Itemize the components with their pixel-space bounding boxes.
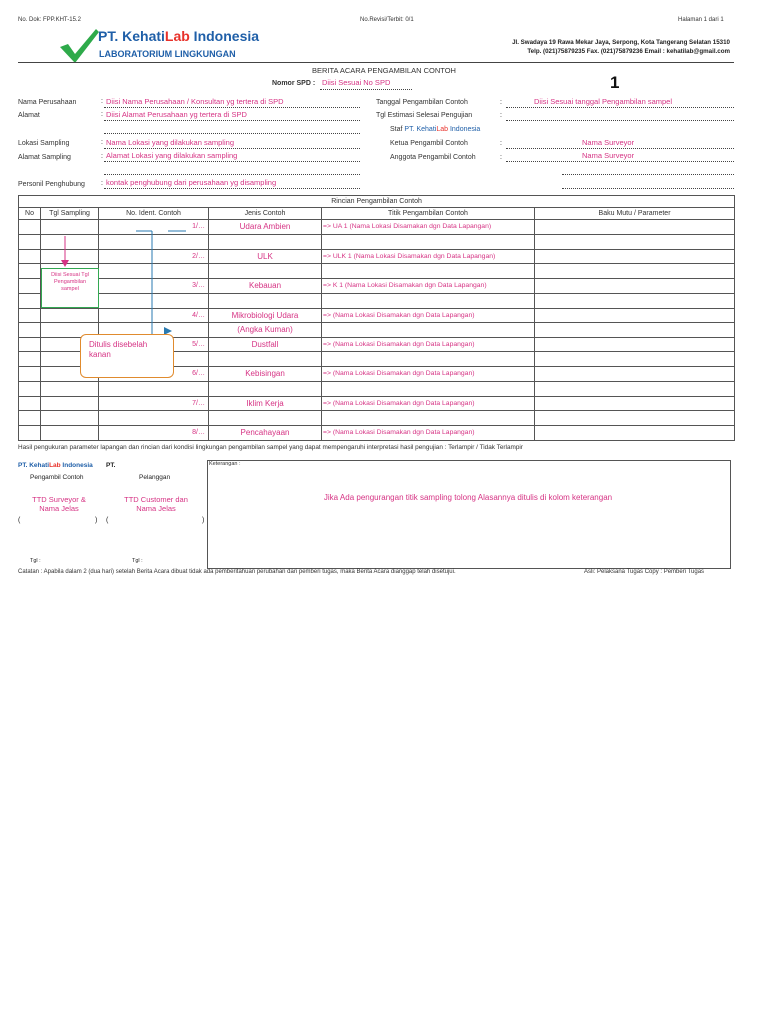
colon: : [101,139,103,146]
field-line [506,107,734,108]
field-line [104,107,360,108]
table-row [19,220,735,235]
col-header-titik: Titik Pengambilan Contoh [322,208,535,220]
table-row [19,396,735,411]
value-ketua-pengambil[interactable]: Nama Surveyor [582,138,635,147]
colon: : [500,112,502,119]
company-subtitle: LABORATORIUM LINGKUNGAN [99,49,236,59]
label-lokasi-sampling: Lokasi Sampling [18,140,70,147]
field-line [104,148,360,149]
titik-cell[interactable]: => UA 1 (Nama Lokasi Disamakan dgn Data Lapangan) [322,220,535,235]
footer-pt-label: PT. [106,462,116,469]
nomor-spd-label: Nomor SPD : [272,80,316,87]
field-line [506,120,734,121]
keterangan-box[interactable] [207,460,731,569]
colon: : [500,154,502,161]
jenis-cell[interactable]: ULK [209,249,322,264]
doc-number: No. Dok: FPP.KHT-15.2 [18,17,81,23]
field-line [506,161,734,162]
label-anggota-pengambil: Anggota Pengambil Contoh [390,154,476,161]
label-estimasi-selesai: Tgl Estimasi Selesai Pengujian [376,112,473,119]
table-title: Rincian Pengambilan Contoh [19,196,735,208]
ttd-customer[interactable]: TTD Customer dan Nama Jelas [124,495,188,513]
table-row [19,308,735,323]
staf-label: Staf PT. KehatiLab Indonesia [390,126,481,133]
table-row [19,426,735,441]
company-name: PT. KehatiLab Indonesia [98,28,260,44]
nomor-spd-line [320,89,412,90]
jenis-cell[interactable]: Iklim Kerja [209,396,322,411]
colon: : [101,153,103,160]
label-nama-perusahaan: Nama Perusahaan [18,99,77,106]
label-tanggal-pengambilan: Tanggal Pengambilan Contoh [376,99,468,106]
value-nama-perusahaan[interactable]: Diisi Nama Perusahaan / Konsultan yg tertera di SPD [106,97,284,106]
keterangan-label: Keterangan : [209,461,241,467]
col-header-tgl: Tgl Sampling [41,208,99,220]
ident-cell[interactable]: 8/… [99,426,209,441]
field-line [562,174,734,175]
ident-cell[interactable]: 1/… [99,220,209,235]
titik-cell[interactable]: => (Nama Lokasi Disamakan dgn Data Lapangan) [322,337,535,352]
ident-cell[interactable]: 5/… [99,337,209,352]
ident-cell[interactable]: 4/… [99,308,209,323]
value-alamat[interactable]: Diisi Alamat Perusahaan yg tertera di SPD [106,110,247,119]
paren-open: ( [106,517,109,524]
colon: : [101,111,103,118]
form-title: BERITA ACARA PENGAMBILAN CONTOH [312,66,456,75]
field-line [104,188,360,189]
label-personil-penghubung: Personil Penghubung [18,181,85,188]
company-address: Jl. Swadaya 19 Rawa Mekar Jaya, Serpong, Kota Tangerang Selatan 15310 Telp. (021)75879235 Fax. (021)75879236 Email : kehatilab@gmail.com [512,39,730,55]
col-header-jenis: Jenis Contoh [209,208,322,220]
nomor-spd-value[interactable]: Diisi Sesuai No SPD [322,78,391,87]
hasil-pengukuran-text: Hasil pengukuran parameter lapangan dan rincian dari kondisi lingkungan pengambilan sampel yang dapat mempengaruhi interpretasi hasil pengujian : Terlampir / Tidak Terlampir [18,444,523,451]
revision-number: No.Revisi/Terbit: 0/1 [360,17,414,23]
ident-cell[interactable]: 2/… [99,249,209,264]
tgl-note-box: Diisi Sesuai Tgl Pengambilan sampel [41,268,99,308]
callout-box: Ditulis disebelah kanan [80,334,174,378]
colon: : [101,180,103,187]
value-lokasi-sampling[interactable]: Nama Lokasi yang dilakukan sampling [106,138,234,147]
connector-arrow-icon [136,227,190,337]
paren-close: ) [202,517,205,524]
ttd-surveyor[interactable]: TTD Surveyor & Nama Jelas [32,495,86,513]
titik-cell[interactable]: => (Nama Lokasi Disamakan dgn Data Lapangan) [322,396,535,411]
checkmark-logo-icon [58,27,100,65]
value-alamat-sampling[interactable]: Alamat Lokasi yang dilakukan sampling [106,151,238,160]
pelanggan-label: Pelanggan [139,474,171,481]
field-line [104,174,360,175]
titik-cell[interactable]: => (Nama Lokasi Disamakan dgn Data Lapangan) [322,367,535,382]
tgl-pelanggan: Tgl : [132,558,143,564]
arrow-down-icon [60,236,70,268]
catatan-text: Catatan : Apabila dalam 2 (dua hari) setelah Berita Acara dibuat tidak ada pemberitahuan perubahan dari pemberi tugas, maka Berita Acara dianggap telah disetujui. [18,569,456,575]
field-line [104,120,360,121]
form-number: 1 [610,73,620,92]
colon: : [101,98,103,105]
value-personil-penghubung[interactable]: kontak penghubung dari perusahaan yg disampling [106,178,277,187]
ident-cell[interactable]: 7/… [99,396,209,411]
table-row [19,234,735,249]
colon: : [500,140,502,147]
keterangan-value[interactable]: Jika Ada pengurangan titik sampling tolong Alasannya ditulis di kolom keterangan [323,493,613,502]
titik-cell[interactable]: => (Nama Lokasi Disamakan dgn Data Lapangan) [322,426,535,441]
rincian-table [18,195,735,441]
tgl-pengambil: Tgl : [30,558,41,564]
jenis-cell[interactable]: Kebisingan [209,367,322,382]
jenis-cell[interactable]: Kebauan [209,279,322,294]
paren-open: ( [18,517,21,524]
table-row [19,249,735,264]
label-ketua-pengambil: Ketua Pengambil Contoh [390,140,468,147]
jenis-cell[interactable]: Pencahayaan [209,426,322,441]
value-anggota-pengambil[interactable]: Nama Surveyor [582,151,635,160]
label-alamat-sampling: Alamat Sampling [18,154,71,161]
titik-cell[interactable]: => K 1 (Nama Lokasi Disamakan dgn Data Lapangan) [322,279,535,294]
jenis-cell[interactable]: Mikrobiologi Udara [209,308,322,323]
colon: : [500,99,502,106]
field-line [562,188,734,189]
table-row [19,411,735,426]
label-alamat: Alamat [18,112,40,119]
jenis-cell-sub[interactable]: (Angka Kuman) [209,323,322,338]
field-line [104,161,360,162]
distribution-note: Asli: Pelaksana Tugas Copy : Pemberi Tugas [584,569,705,575]
value-tanggal-pengambilan[interactable]: Diisi Sesuai tanggal Pengambilan sampel [534,97,672,106]
table-row [19,381,735,396]
ident-cell[interactable]: 6/… [99,367,209,382]
field-line [506,148,734,149]
footer-company: PT. KehatiLab Indonesia [18,462,93,469]
pengambil-contoh-label: Pengambil Contoh [30,474,84,481]
table-row [19,279,735,294]
jenis-cell[interactable]: Udara Ambien [209,220,322,235]
table-row [19,293,735,308]
col-header-baku-mutu: Baku Mutu / Parameter [535,208,735,220]
page-number: Halaman 1 dari 1 [678,17,724,23]
col-header-no: No [19,208,41,220]
table-row [19,264,735,279]
paren-close: ) [95,517,98,524]
ident-cell[interactable]: 3/… [99,279,209,294]
titik-cell[interactable]: => (Nama Lokasi Disamakan dgn Data Lapangan) [322,308,535,323]
jenis-cell[interactable]: Dustfall [209,337,322,352]
titik-cell[interactable]: => ULK 1 (Nama Lokasi Disamakan dgn Data Lapangan) [322,249,535,264]
field-line [104,133,360,134]
col-header-ident: No. Ident. Contoh [99,208,209,220]
header-divider [18,62,734,63]
